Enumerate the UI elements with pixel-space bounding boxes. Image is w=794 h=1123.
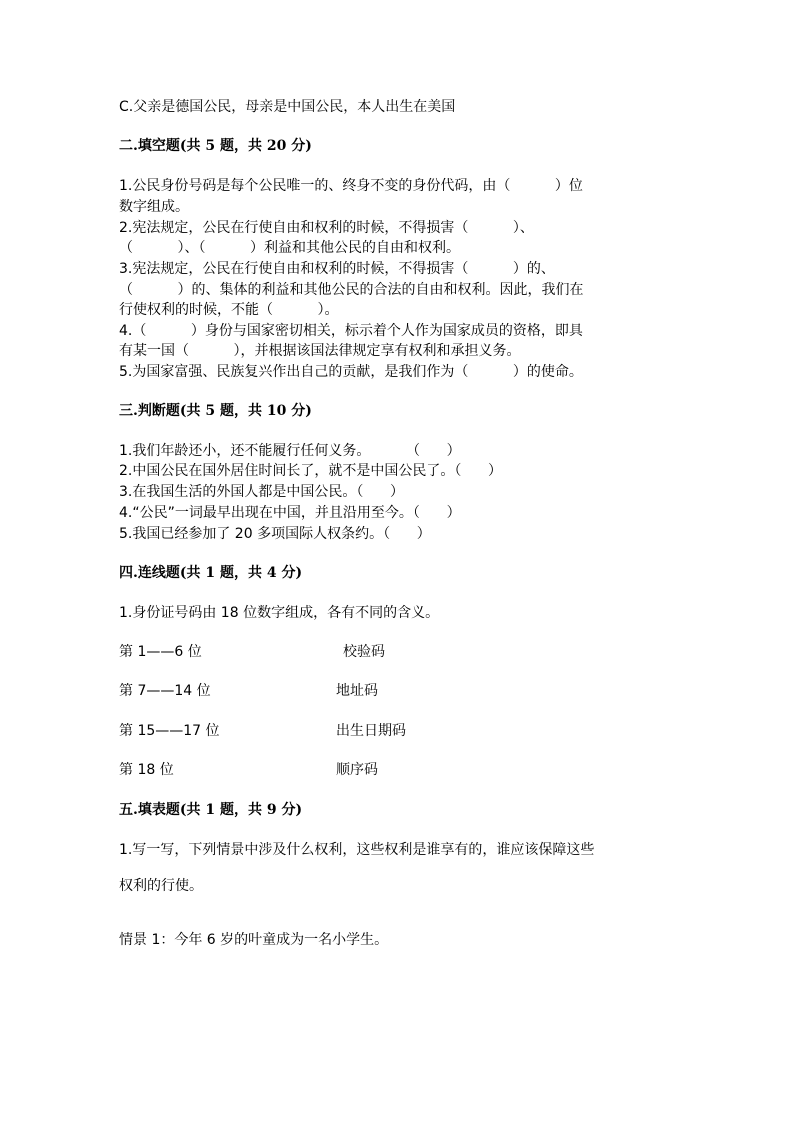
match-right-4: 顺序码 (336, 762, 378, 778)
section-2-line-8: 4.（ ）身份与国家密切相关，标示着个人作为国家成员的资格，即具 (119, 323, 583, 339)
section-3-line-2: 2.中国公民在国外居住时间长了，就不是中国公民了。（ ） (119, 463, 503, 479)
section-2-line-6: （ ）的、集体的利益和其他公民的合法的自由和权利。因此，我们在 (119, 282, 584, 298)
match-right-3: 出生日期码 (336, 723, 406, 739)
section-2-line-2: 数字组成。 (119, 199, 189, 215)
intro-line: C.父亲是德国公民，母亲是中国公民，本人出生在美国 (119, 99, 456, 115)
section-5-scenario-1: 情景 1：今年 6 岁的叶童成为一名小学生。 (119, 932, 389, 948)
section-2-line-10: 5.为国家富强、民族复兴作出自己的贡献，是我们作为（ ）的使命。 (119, 364, 583, 380)
section-2-line-1: 1.公民身份号码是每个公民唯一的、终身不变的身份代码，由（ ）位 (119, 178, 583, 194)
section-5-question-line-1: 1.写一写，下列情景中涉及什么权利，这些权利是谁享有的，谁应该保障这些 (119, 842, 595, 858)
section-3-line-1: 1.我们年龄还小，还不能履行任何义务。 （ ） (119, 443, 461, 459)
match-left-2: 第 7——14 位 (119, 683, 211, 699)
match-left-4: 第 18 位 (119, 762, 174, 778)
section-5-heading: 五.填表题(共 1 题，共 9 分) (119, 802, 303, 818)
match-right-1: 校验码 (343, 644, 385, 660)
match-left-1: 第 1——6 位 (119, 644, 202, 660)
match-right-2: 地址码 (336, 683, 378, 699)
section-3-heading: 三.判断题(共 5 题，共 10 分) (119, 403, 312, 419)
section-2-heading: 二.填空题(共 5 题，共 20 分) (119, 138, 312, 154)
match-left-3: 第 15——17 位 (119, 723, 220, 739)
section-3-line-4: 4.“公民”一词最早出现在中国，并且沿用至今。（ ） (119, 505, 461, 521)
section-2-line-7: 行使权利的时候，不能（ ）。 (119, 302, 339, 318)
section-2-line-3: 2.宪法规定，公民在行使自由和权利的时候，不得损害（ ）、 (119, 220, 534, 236)
section-3-line-5: 5.我国已经参加了 20 多项国际人权条约。（ ） (119, 526, 431, 542)
section-2-line-5: 3.宪法规定，公民在行使自由和权利的时候，不得损害（ ）的、 (119, 261, 555, 277)
section-2-line-4: （ ）、（ ）利益和其他公民的自由和权利。 (119, 240, 461, 256)
section-5-question-line-2: 权利的行使。 (119, 878, 203, 894)
section-4-heading: 四.连线题(共 1 题，共 4 分) (119, 565, 303, 581)
section-4-question: 1.身份证号码由 18 位数字组成，各有不同的含义。 (119, 605, 440, 621)
section-2-line-9: 有某一国（ ），并根据该国法律规定享有权利和承担义务。 (119, 343, 521, 359)
section-3-line-3: 3.在我国生活的外国人都是中国公民。（ ） (119, 484, 405, 500)
